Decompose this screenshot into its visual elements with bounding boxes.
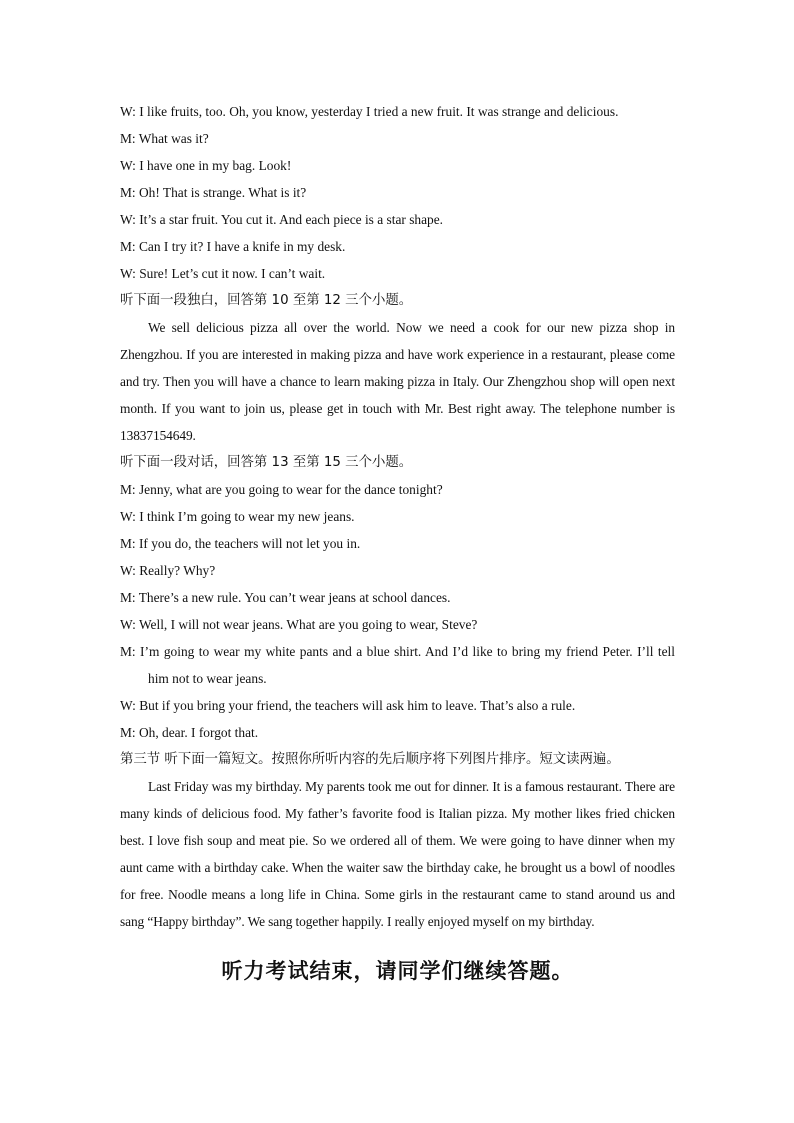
- dialogue-line: M: There’s a new rule. You can’t wear jeans at school dances.: [120, 590, 451, 605]
- dialogue-line: M: Can I try it? I have a knife in my desk.: [120, 239, 346, 254]
- passage-paragraph: Last Friday was my birthday. My parents took me out for dinner. It is a famous restaurant. There are many kinds of delicious food. My father’s favorite food is Italian pizza. My mother likes fried chicken best. I love fish soup and meat pie. So we ordered all of them. We were going to have dinner when my aunt came with a birthday cake. When the waiter saw the birthday cake, he brought us a bowl of noodles for free. Noodle means a long life in China. Some girls in the restaurant came to stand around us and sang “Happy birthday”. We sang together happily. I really enjoyed myself on my birthday.: [120, 779, 675, 929]
- monologue-heading: 听下面一段独白，回答第 10 至第 12 三个小题。: [120, 293, 413, 308]
- dialogue-line: M: I’m going to wear my white pants and a blue shirt. And I’d like to bring my friend Peter. I’ll tell him not to wear jeans.: [120, 644, 675, 686]
- dialogue-line: W: Sure! Let’s cut it now. I can’t wait.: [120, 266, 326, 281]
- dialogue-line: W: But if you bring your friend, the teachers will ask him to leave. That’s also a rule.: [120, 698, 576, 713]
- document-content: [120, 98, 675, 985]
- monologue-paragraph: We sell delicious pizza all over the world. Now we need a cook for our new pizza shop in Zhengzhou. If you are interested in making pizza and have work experience in a restaurant, please come and try. Then you will have a chance to learn making pizza in Italy. Our Zhengzhou shop will open next month. If you want to join us, please get in touch with Mr. Best right away. The telephone number is 13837154649.: [120, 320, 675, 443]
- dialogue-line: M: Oh, dear. I forgot that.: [120, 725, 259, 740]
- dialogue-line: M: If you do, the teachers will not let you in.: [120, 536, 361, 551]
- dialogue-line: W: I have one in my bag. Look!: [120, 158, 292, 173]
- dialogue-line: M: Jenny, what are you going to wear for the dance tonight?: [120, 482, 443, 497]
- dialogue-line: W: Really? Why?: [120, 563, 216, 578]
- dialogue-line: W: Well, I will not wear jeans. What are you going to wear, Steve?: [120, 617, 478, 632]
- section3-heading: 第三节 听下面一篇短文。按照你所听内容的先后顺序将下列图片排序。短文读两遍。: [120, 752, 620, 767]
- end-title: 听力考试结束，请同学们继续答题。: [221, 959, 574, 983]
- dialogue-line: M: Oh! That is strange. What is it?: [120, 185, 307, 200]
- dialogue-line: W: I like fruits, too. Oh, you know, yesterday I tried a new fruit. It was strange and delicious.: [120, 104, 619, 119]
- dialogue-line: M: What was it?: [120, 131, 209, 146]
- dialogue-line: W: It’s a star fruit. You cut it. And each piece is a star shape.: [120, 212, 444, 227]
- dialogue-heading: 听下面一段对话，回答第 13 至第 15 三个小题。: [120, 455, 413, 470]
- dialogue-line: W: I think I’m going to wear my new jeans.: [120, 509, 355, 524]
